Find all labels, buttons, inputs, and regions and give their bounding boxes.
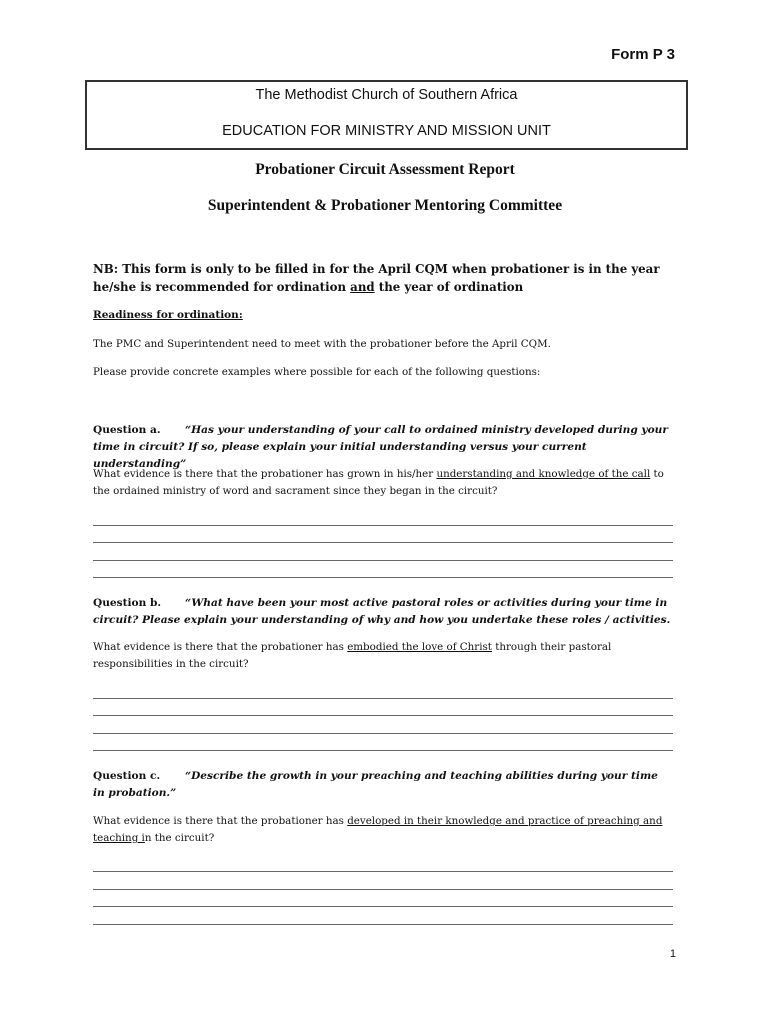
answer-line[interactable] [93,733,673,734]
page-title: Probationer Circuit Assessment Report [255,161,515,178]
answer-line[interactable] [93,750,673,751]
question-text: “Has your understanding of your call to ordained ministry developed during your time in circuit? If so, please explain your initial understanding versus your current understanding” [93,424,668,470]
answer-line[interactable] [93,715,673,716]
evidence-text: What evidence is there that the probationer has [93,815,348,827]
nb-text-1: NB: This form is only to be filled in for the April CQM when probationer is in the year he/she is recommended for ordination [93,262,660,294]
answer-line[interactable] [93,560,673,561]
question-label: Question b. [93,597,162,609]
question-b [93,595,673,629]
nb-and: and [350,280,375,294]
answer-line[interactable] [93,698,673,699]
evidence-text: n the circuit? [144,832,215,844]
readiness-heading: Readiness for ordination: [93,309,243,321]
evidence-text: to the ordained ministry of word and sacrament since they began in the circuit? [93,468,664,497]
answer-line[interactable] [93,525,673,526]
evidence-highlight: developed in their knowledge and practice of preaching and teaching i [93,815,663,844]
page-number: 1 [669,948,676,960]
header-box [85,80,688,150]
nb-note [93,260,683,296]
question-text: “Describe the growth in your preaching and teaching abilities during your time in probation.” [93,770,658,799]
org-name: The Methodist Church of Southern Africa [255,87,518,103]
question-label: Question c. [93,770,161,782]
evidence-text: through their pastoral responsibilities in the circuit? [93,641,612,670]
answer-line[interactable] [93,871,673,872]
evidence-highlight: understanding and knowledge of the call [436,468,651,480]
question-text: “What have been your most active pastoral roles or activities during your time in circuit? Please explain your understanding of why and how you undertake these roles / activities. [93,597,671,626]
evidence-text: What evidence is there that the probationer has grown in his/her [93,468,437,480]
intro-text-2: Please provide concrete examples where possible for each of the following questions: [93,366,541,378]
answer-line[interactable] [93,542,673,543]
answer-line[interactable] [93,924,673,925]
evidence-c [93,813,683,847]
answer-line[interactable] [93,889,673,890]
intro-text-1: The PMC and Superintendent need to meet with the probationer before the April CQM. [93,338,551,350]
evidence-a [93,466,683,500]
evidence-b [93,639,683,673]
nb-text-2: the year of ordination [374,280,524,294]
unit-name: EDUCATION FOR MINISTRY AND MISSION UNIT [222,123,551,139]
answer-line[interactable] [93,577,673,578]
answer-line[interactable] [93,906,673,907]
evidence-highlight: embodied the love of Christ [347,641,492,653]
page-subtitle: Superintendent & Probationer Mentoring Committee [207,197,563,214]
evidence-text: What evidence is there that the probationer has [93,641,348,653]
form-id: Form P 3 [611,46,675,63]
question-label: Question a. [93,424,161,436]
question-c [93,768,673,802]
